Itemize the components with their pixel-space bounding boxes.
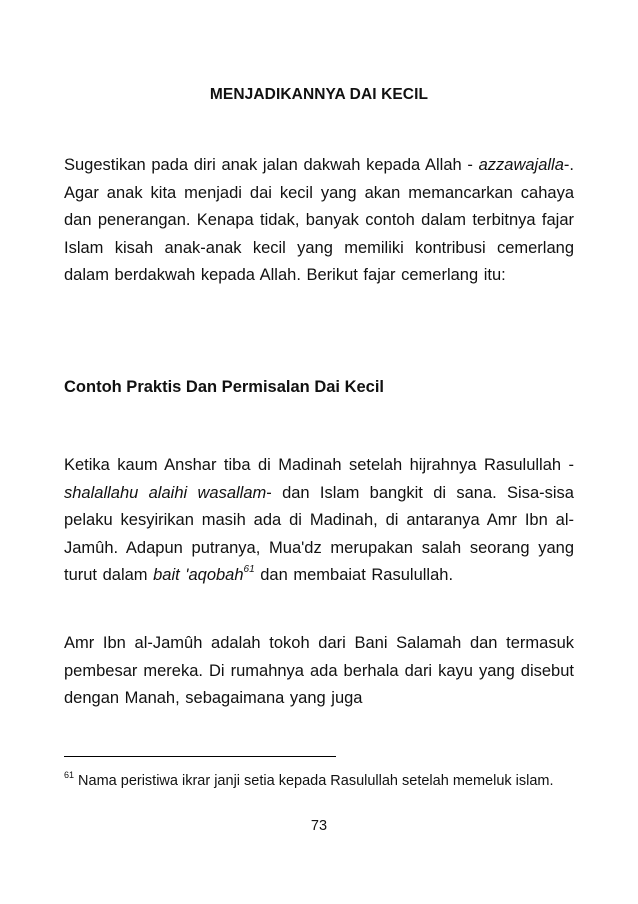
paragraph-intro-text-2: -. Agar anak kita menjadi dai kecil yang akan memancarkan cahaya dan penerangan. Kenapa tidak, banyak contoh dalam terbitnya fajar Islam kisah anak-anak kecil yang memiliki kontribusi cemerlang dalam berdakwah kepada Allah. Berikut fajar cemerlang itu:	[64, 156, 574, 285]
paragraph-amr: Amr Ibn al-Jamûh adalah tokoh dari Bani Salamah dan termasuk pembesar mereka. Di rumahnya ada berhala dari kayu yang disebut dengan Manah, sebagaimana yang juga	[64, 634, 574, 708]
paragraph-intro-italic: azzawajalla	[478, 156, 564, 174]
footnote-reference[interactable]: 61	[243, 564, 255, 576]
paragraph-anshar-italic-2: bait 'aqobah	[153, 566, 244, 585]
footnote-number: 61	[64, 770, 75, 780]
paragraph-intro-text-1: Sugestikan pada diri anak jalan dakwah kepada Allah -	[64, 156, 473, 174]
footnote	[64, 770, 564, 792]
section-heading: Contoh Praktis Dan Permisalan Dai Kecil	[64, 378, 385, 396]
page-title: MENJADIKANNYA DAI KECIL	[209, 86, 429, 103]
paragraph-anshar	[64, 452, 574, 590]
paragraph-anshar-italic-1: shalallahu alaihi wasallam	[64, 483, 267, 502]
paragraph-anshar-text-1: Ketika kaum Anshar tiba di Madinah setelah hijrahnya Rasulullah -	[64, 456, 574, 474]
paragraph-anshar-text-2: - dan Islam bangkit di sana. Sisa-sisa pelaku kesyirikan masih ada di Madinah, di antaranya Amr Ibn al-Jamûh. Adapun putranya, Mua'dz merupakan salah seorang yang turut dalam	[64, 483, 574, 585]
footnote-text: Nama peristiwa ikrar janji setia kepada Rasulullah setelah memeluk islam.	[74, 773, 554, 789]
page-number: 73	[310, 818, 328, 834]
paragraph-anshar-text-3: dan membaiat Rasulullah.	[260, 566, 454, 585]
footnote-divider	[64, 756, 336, 757]
paragraph-intro	[64, 152, 574, 290]
